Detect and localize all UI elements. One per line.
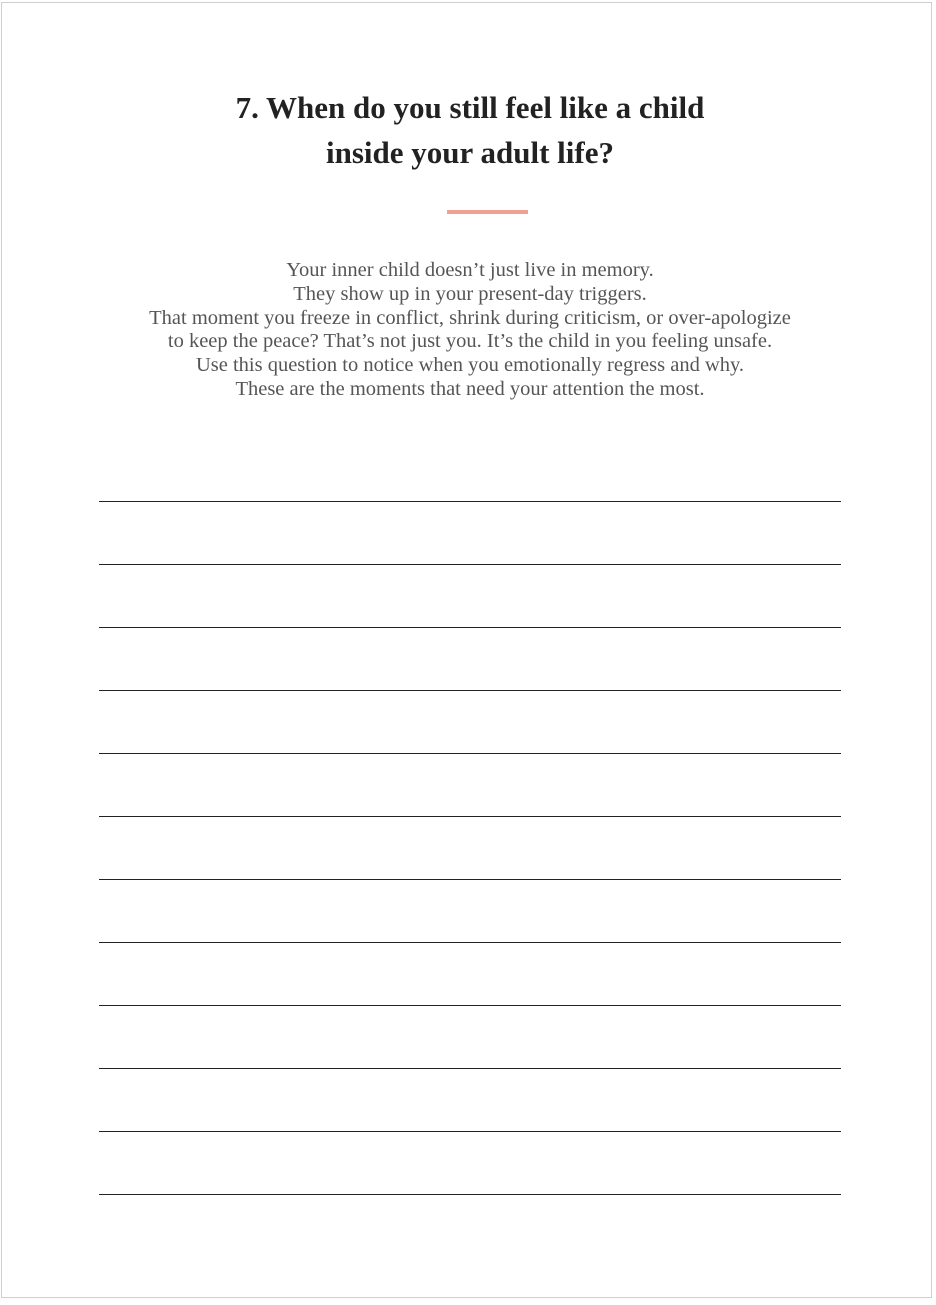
writing-line [99,753,841,754]
intro-line-6: These are the moments that need your attention the most. [235,377,705,400]
answer-writing-area[interactable] [99,3,841,1305]
writing-line [99,1005,841,1006]
writing-line [99,1068,841,1069]
writing-line [99,1131,841,1132]
worksheet-page [1,2,932,1298]
writing-line [99,627,841,628]
writing-line [99,879,841,880]
intro-line-2: They show up in your present-day triggers. [293,282,647,305]
writing-line [99,942,841,943]
question-title-line-1: 7. When do you still feel like a child [235,90,705,125]
question-title-line-2: inside your adult life? [326,135,614,170]
intro-line-4: to keep the peace? That’s not just you. It’s the child in you feeling unsafe. [167,330,773,353]
intro-line-1: Your inner child doesn’t just live in memory. [286,259,654,281]
writing-line [99,816,841,817]
intro-line-3: That moment you freeze in conflict, shrink during criticism, or over-apologize [149,306,791,329]
writing-line [99,564,841,565]
writing-line [99,690,841,691]
writing-line [99,1194,841,1195]
intro-line-5: Use this question to notice when you emotionally regress and why. [195,354,745,377]
writing-line [99,501,841,502]
